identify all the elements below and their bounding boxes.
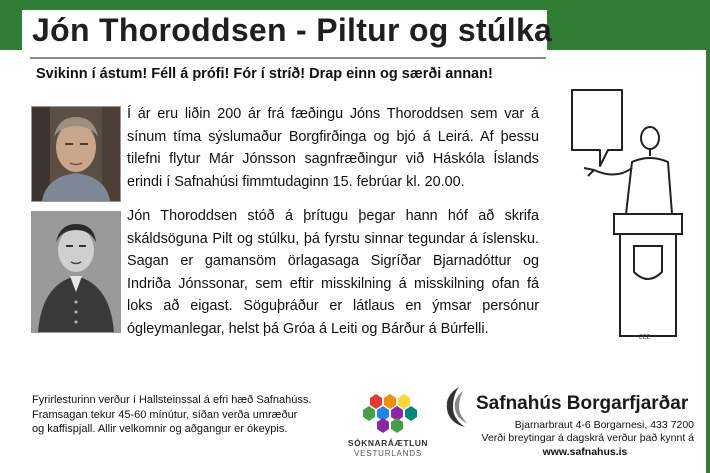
historical-portrait-photo (31, 211, 121, 333)
intro-paragraph: Í ár eru liðin 200 ár frá fæðingu Jóns Thoroddsen sem var á sínum tíma sýslumaður Borgfirðinga og bjó á Leirá. Af þessu tilefni flytur Már Jónsson sagnfræðingur við Háskóla Íslands erindi í Safnahúsi fimmtudaginn 15. febrúar kl. 20.00. (127, 106, 539, 190)
safnahus-name: Safnahús Borgarfjarðar (476, 393, 689, 414)
website-link[interactable]: www.safnahus.is (542, 446, 628, 458)
vesturlands-label: VESTURLANDS (354, 449, 422, 458)
safnahus-address: Bjarnarbraut 4-6 Borgarnesi, 433 7200 (514, 419, 694, 431)
story-paragraph: Jón Thoroddsen stóð á þrítugu þegar hann hóf að skrifa skáldsöguna Pilt og stúlku, þá fyrstu sinnar tegundar á íslensku. Sagan er gamansöm örlagasaga Sigríðar Bjarnadóttur og Indriða Jónssonar, sem eftir misskilning á misskilning ofan fá loks að eigast. Söguþráður er látlaus en ýmsar persónur ógleymanlegar, helst þá Gróa á Leiti og Bárður á Búrfelli. (127, 208, 539, 337)
schedule-change-note: Verði breytingar á dagskrá verður það kynnt á (481, 432, 694, 444)
event-info-line-1: Fyrirlesturinn verður í Hallsteinssal á efri hæð Safnahúss. (32, 394, 312, 406)
right-green-border (706, 50, 710, 473)
artist-signature: EEE (639, 334, 651, 341)
title-underline (30, 57, 546, 59)
event-info-line-3: og kaffispjall. Allir velkomnir og aðgangur er ókeypis. (32, 423, 288, 435)
lecturer-photo (31, 106, 121, 202)
poster-title: Jón Thoroddsen - Piltur og stúlka (32, 12, 553, 48)
lecturer-portrait-illustration (32, 107, 120, 201)
event-info-line-2: Framsagan tekur 45-60 mínútur, síðan verða umræður (32, 408, 298, 421)
poster-subtitle: Svikinn í ástum! Féll á prófi! Fór í stríð! Drap einn og særði annan! (36, 66, 493, 82)
safnahus-logo (441, 385, 471, 429)
historical-portrait-illustration (32, 212, 120, 332)
soknaraaetlun-label: SÓKNARÁÆTLUN (347, 438, 429, 448)
event-info (32, 393, 332, 437)
speaker-at-lectern-drawing (560, 84, 690, 344)
